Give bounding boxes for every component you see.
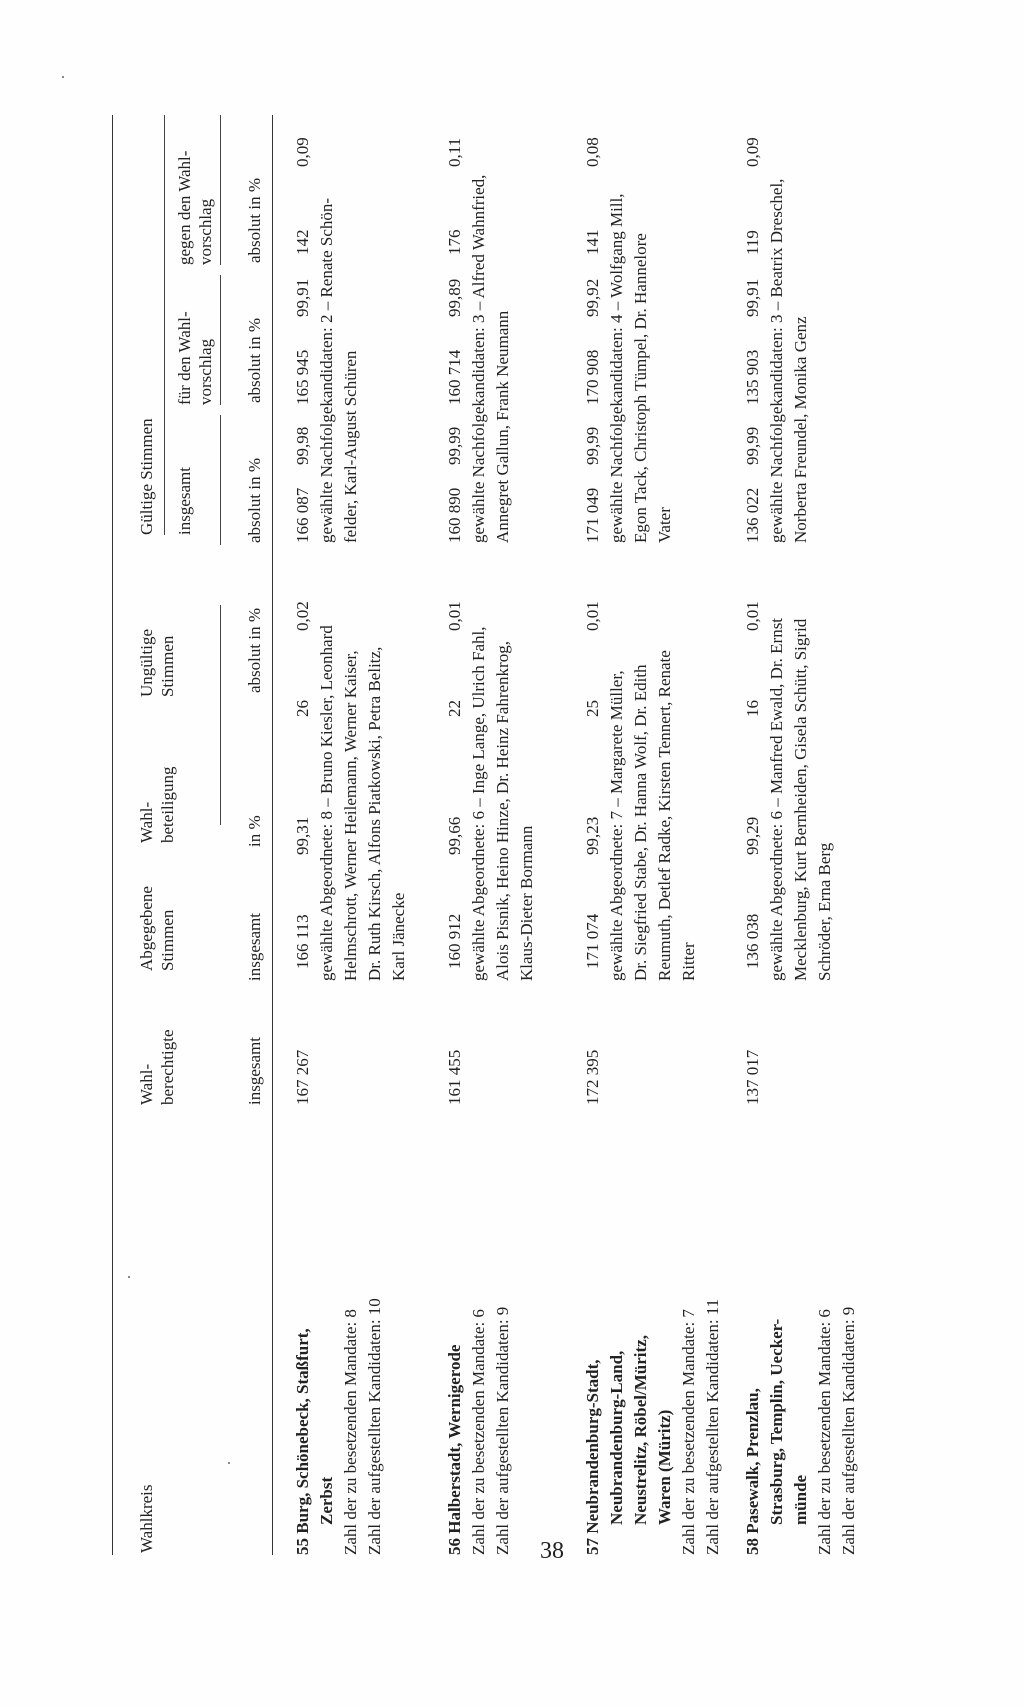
mandate-count: Zahl der zu besetzenden Mandate: 6	[469, 1309, 488, 1555]
beteiligung-value: 99,31	[293, 816, 312, 855]
district-name: Strasburg, Templin, Uecker-	[767, 1318, 786, 1525]
candidate-count: Zahl der aufgestellten Kandidaten: 11	[703, 1298, 722, 1555]
header-abgegebene-2: Stimmen	[158, 909, 177, 971]
gueltig-pct: 99,98	[293, 426, 312, 465]
ungueltige-subrule	[220, 605, 221, 825]
district-name: Neubrandenburg-Land,	[607, 1350, 626, 1525]
gueltig-abs: 160 890	[445, 487, 464, 543]
fuer-pct: 99,91	[743, 278, 762, 317]
gegen-abs: 176	[445, 229, 464, 255]
header-gueltige: Gültige Stimmen	[137, 418, 156, 535]
fuer-pct: 99,91	[293, 278, 312, 317]
header-wahlbeteiligung-1: Wahl-	[137, 801, 156, 843]
beteiligung-value: 99,29	[743, 816, 762, 855]
header-bottom-rule	[272, 115, 273, 1555]
berechtigte-value: 137 017	[743, 1049, 762, 1105]
fuer-abs: 160 714	[445, 349, 464, 405]
ungueltig-pct: 0,02	[293, 601, 312, 631]
berechtigte-value: 167 267	[293, 1049, 312, 1105]
candidate-count: Zahl der aufgestellten Kandidaten: 9	[493, 1306, 512, 1555]
header-wahlbeteiligung-2: beteiligung	[158, 766, 177, 843]
abgeordnete-line: gewählte Abgeordnete: 6 – Manfred Ewald, Dr. Ernst	[767, 617, 786, 981]
district-name: Zerbst	[317, 1476, 336, 1525]
gegen-subrule	[220, 115, 221, 265]
gueltig-pct: 99,99	[445, 426, 464, 465]
beteiligung-value: 99,66	[445, 816, 464, 855]
district-name: 55 Burg, Schönebeck, Staßfurt,	[293, 1328, 312, 1555]
header-insgesamt: insgesamt	[175, 467, 194, 535]
gueltig-abs: 166 087	[293, 487, 312, 543]
ungueltig-abs: 22	[445, 700, 464, 717]
abgeordnete-line: Schröder, Erna Berg	[815, 842, 834, 981]
ungueltig-pct: 0,01	[583, 601, 602, 631]
scan-speck	[62, 76, 64, 78]
fuer-subrule	[220, 275, 221, 405]
sub-insgesamt-1: insgesamt	[245, 1037, 264, 1105]
abgegeben-value: 160 912	[445, 913, 464, 969]
header-abgegebene-1: Abgegebene	[137, 886, 156, 971]
gueltig-abs: 136 022	[743, 487, 762, 543]
rotated-table	[112, 115, 872, 1555]
district-name: münde	[791, 1474, 810, 1525]
gegen-pct: 0,09	[743, 137, 762, 167]
header-fuer-1: für den Wahl-	[175, 311, 194, 405]
ungueltig-abs: 26	[293, 700, 312, 717]
nachfolge-line: felder, Karl-August Schüren	[341, 350, 360, 543]
gueltig-pct: 99,99	[743, 426, 762, 465]
abgeordnete-line: Mecklenburg, Kurt Bernheiden, Gisela Schütt, Sigrid	[791, 618, 810, 981]
mandate-count: Zahl der zu besetzenden Mandate: 8	[341, 1309, 360, 1555]
gueltig-pct: 99,99	[583, 426, 602, 465]
district-name: Neustrelitz, Röbel/Müritz,	[631, 1335, 650, 1525]
header-gegen-1: gegen den Wahl-	[175, 150, 194, 265]
berechtigte-value: 172 395	[583, 1049, 602, 1105]
header-gegen-2: vorschlag	[196, 198, 215, 265]
header-wahlkreis: Wahlkreis	[137, 1484, 156, 1553]
nachfolge-line: Egon Tack, Christoph Tümpel, Dr. Hannelore	[631, 233, 650, 543]
gegen-pct: 0,11	[445, 137, 464, 167]
sub-absolut-fuer: absolut in %	[245, 318, 264, 403]
abgeordnete-line: Dr. Ruth Kirsch, Alfons Piatkowski, Petra Belitz,	[365, 646, 384, 981]
berechtigte-value: 161 455	[445, 1049, 464, 1105]
header-ungueltige-1: Ungültige	[137, 629, 156, 697]
fuer-abs: 170 908	[583, 349, 602, 405]
abgeordnete-line: gewählte Abgeordnete: 6 – Inge Lange, Ulrich Fahl,	[469, 626, 488, 981]
district-name: 56 Halberstadt, Wernigerode	[445, 1344, 464, 1555]
fuer-abs: 135 903	[743, 349, 762, 405]
nachfolge-line: Vater	[655, 507, 674, 543]
nachfolge-line: gewählte Nachfolgekandidaten: 4 – Wolfgang Mill,	[607, 193, 626, 543]
abgeordnete-line: gewählte Abgeordnete: 8 – Bruno Kiesler, Leonhard	[317, 625, 336, 981]
candidate-count: Zahl der aufgestellten Kandidaten: 9	[839, 1306, 858, 1555]
abgeordnete-line: Ritter	[679, 942, 698, 981]
gegen-abs: 142	[293, 229, 312, 255]
abgeordnete-line: Klaus-Dieter Bormann	[517, 825, 536, 981]
ungueltig-pct: 0,01	[445, 601, 464, 631]
district-name: 58 Pasewalk, Prenzlau,	[743, 1388, 762, 1555]
ungueltig-abs: 25	[583, 700, 602, 717]
abgeordnete-line: gewählte Abgeordnete: 7 – Margarete Müller,	[607, 670, 626, 981]
gegen-pct: 0,08	[583, 137, 602, 167]
header-ungueltige-2: Stimmen	[158, 635, 177, 697]
nachfolge-line: Norberta Freundel, Monika Genz	[791, 316, 810, 543]
gueltig-abs: 171 049	[583, 487, 602, 543]
abgeordnete-line: Alois Pisnik, Heino Hinze, Dr. Heinz Fahrenkrog,	[493, 641, 512, 981]
nachfolge-line: gewählte Nachfolgekandidaten: 2 – Renate Schön-	[317, 197, 336, 543]
abgeordnete-line: Dr. Siegfried Stabe, Dr. Hanna Wolf, Dr. Edith	[631, 664, 650, 981]
gegen-abs: 141	[583, 229, 602, 255]
top-rule	[112, 115, 113, 1555]
abgegeben-value: 166 113	[293, 914, 312, 969]
fuer-pct: 99,92	[583, 278, 602, 317]
sub-insgesamt-2: insgesamt	[245, 913, 264, 981]
header-wahlberechtigte-2: berechtigte	[158, 1029, 177, 1105]
sub-absolut-ung: absolut in %	[245, 608, 264, 693]
nachfolge-line: gewählte Nachfolgekandidaten: 3 – Alfred Wahnfried,	[469, 174, 488, 543]
ungueltig-abs: 16	[743, 700, 762, 717]
beteiligung-value: 99,23	[583, 816, 602, 855]
header-fuer-2: vorschlag	[196, 338, 215, 405]
abgeordnete-line: Reumuth, Detlef Radke, Kirsten Tennert, Renate	[655, 650, 674, 981]
gegen-pct: 0,09	[293, 137, 312, 167]
mandate-count: Zahl der zu besetzenden Mandate: 7	[679, 1309, 698, 1555]
abgegeben-value: 136 038	[743, 913, 762, 969]
insgesamt-subrule	[220, 415, 221, 545]
fuer-pct: 99,89	[445, 278, 464, 317]
fuer-abs: 165 945	[293, 349, 312, 405]
gegen-abs: 119	[743, 230, 762, 255]
abgegeben-value: 171 074	[583, 913, 602, 969]
abgeordnete-line: Karl Jänecke	[389, 892, 408, 981]
gueltige-rule	[164, 115, 165, 535]
page-number: 38	[540, 1538, 564, 1564]
district-name: Waren (Müritz)	[655, 1409, 674, 1525]
candidate-count: Zahl der aufgestellten Kandidaten: 10	[365, 1298, 384, 1555]
sub-absolut-gegen: absolut in %	[245, 178, 264, 263]
header-wahlberechtigte-1: Wahl-	[137, 1063, 156, 1105]
nachfolge-line: gewählte Nachfolgekandidaten: 3 – Beatrix Dreschel,	[767, 178, 786, 543]
abgeordnete-line: Helmschrott, Werner Heilemann, Werner Kaiser,	[341, 650, 360, 981]
nachfolge-line: Annegret Gallun, Frank Neumann	[493, 310, 512, 543]
mandate-count: Zahl der zu besetzenden Mandate: 6	[815, 1309, 834, 1555]
sub-absolut-gue: absolut in %	[245, 458, 264, 543]
district-name: 57 Neubrandenburg-Stadt,	[583, 1359, 602, 1555]
sub-in-pct: in %	[245, 815, 264, 847]
ungueltig-pct: 0,01	[743, 601, 762, 631]
